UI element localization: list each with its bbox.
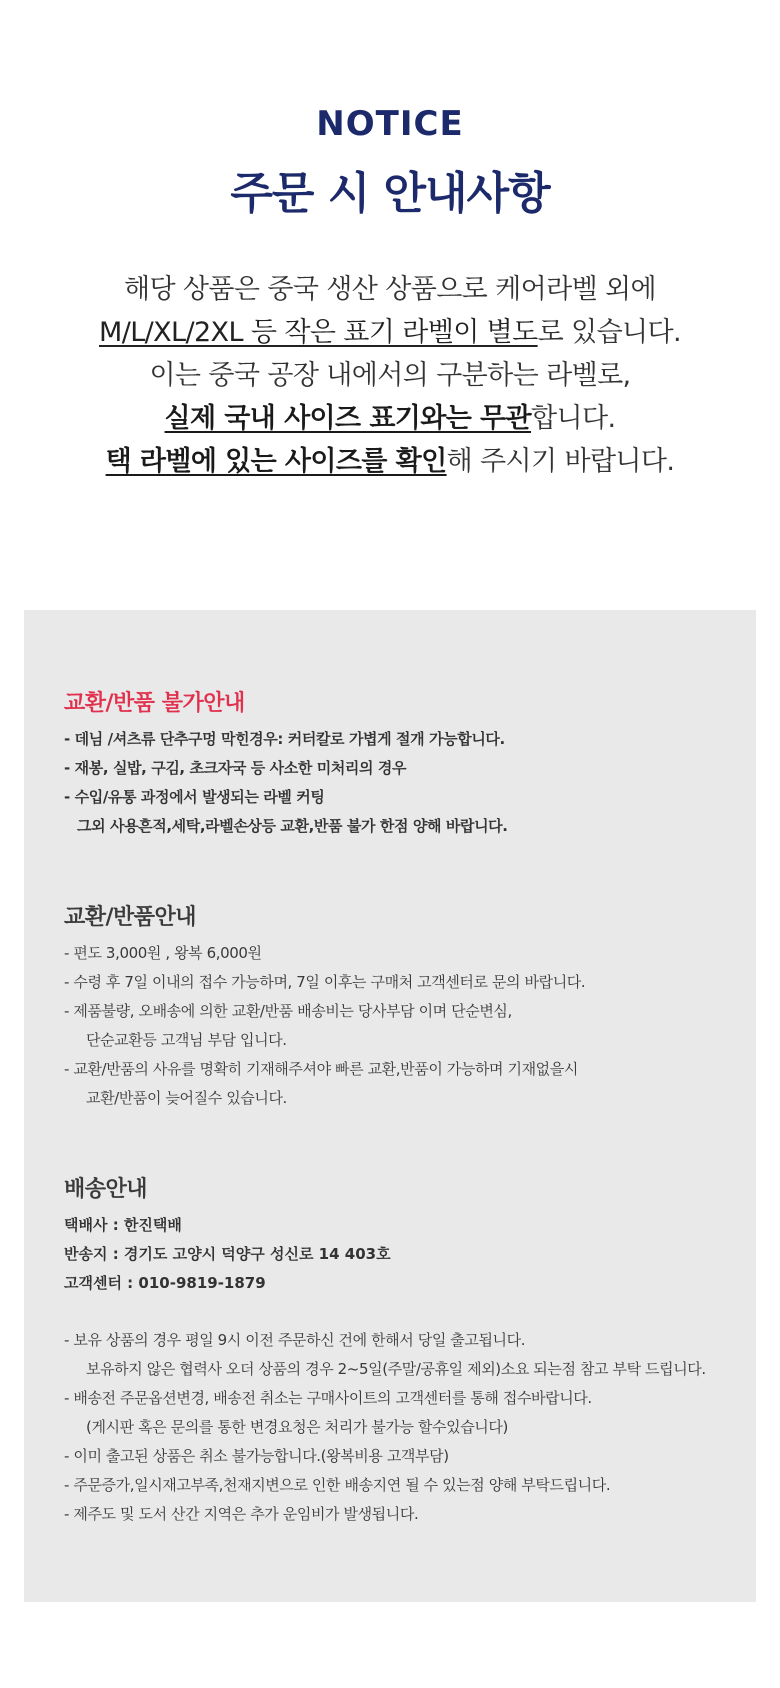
list-item: (게시판 혹은 문의를 통한 변경요청은 처리가 불가능 할수있습니다)	[86, 1418, 508, 1436]
list-item: - 이미 출고된 상품은 취소 불가능합니다.(왕복비용 고객부담)	[64, 1447, 449, 1465]
list-item: 교환/반품이 늦어질수 있습니다.	[86, 1089, 287, 1107]
list-item: 단순교환등 고객님 부담 입니다.	[86, 1031, 287, 1049]
intro-line-1: 해당 상품은 중국 생산 상품으로 케어라벨 외에	[123, 274, 657, 305]
info-box	[24, 610, 756, 1602]
intro-line-4	[0, 397, 780, 440]
notice-label: NOTICE	[316, 104, 464, 144]
intro-line-4-rest: 합니다.	[531, 403, 616, 434]
no-exchange-list	[64, 725, 736, 841]
exchange-title: 교환/반품안내	[64, 905, 197, 930]
list-item: - 수입/유통 과정에서 발생되는 라벨 커팅	[64, 788, 325, 806]
shipping-title: 배송안내	[64, 1177, 148, 1202]
shipping-list	[64, 1326, 736, 1529]
intro-line-4-emphasis: 실제 국내 사이즈 표기와는 무관	[164, 403, 532, 434]
exchange-list	[64, 939, 736, 1113]
no-exchange-section	[64, 686, 736, 841]
intro-line-2-underlined: M/L/XL/2XL 등 작은 표기 라벨이 별도	[99, 317, 538, 348]
list-item: - 데님 /셔츠류 단추구멍 막힌경우: 커터칼로 가볍게 절개 가능합니다.	[64, 730, 505, 748]
intro-line-2	[0, 311, 780, 354]
intro-text	[0, 268, 780, 483]
shipping-info	[64, 1211, 736, 1298]
list-item: - 수령 후 7일 이내의 접수 가능하며, 7일 이후는 구매처 고객센터로 문의 바랍니다.	[64, 973, 586, 991]
intro-line-5	[0, 440, 780, 483]
intro-line-2-rest: 로 있습니다.	[537, 317, 681, 348]
list-item: - 편도 3,000원 , 왕복 6,000원	[64, 944, 262, 962]
list-item: - 교환/반품의 사유를 명확히 기재해주셔야 빠른 교환,반품이 가능하며 기재없을시	[64, 1060, 578, 1078]
list-item: - 보유 상품의 경우 평일 9시 이전 주문하신 건에 한해서 당일 출고됩니다.	[64, 1331, 526, 1349]
list-item: - 배송전 주문옵션변경, 배송전 취소는 구매사이트의 고객센터를 통해 접수바랍니다.	[64, 1389, 592, 1407]
list-item: - 재봉, 실밥, 구김, 초크자국 등 사소한 미처리의 경우	[64, 759, 407, 777]
page-title: 주문 시 안내사항	[230, 168, 550, 219]
list-item: 그외 사용흔적,세탁,라벨손상등 교환,반품 불가 한점 양해 바랍니다.	[77, 817, 508, 835]
no-exchange-title: 교환/반품 불가안내	[64, 691, 245, 716]
intro-line-3: 이는 중국 공장 내에서의 구분하는 라벨로,	[149, 360, 631, 391]
shipping-section	[64, 1172, 736, 1529]
exchange-section	[64, 900, 736, 1113]
list-item: - 주문증가,일시재고부족,천재지변으로 인한 배송지연 될 수 있는점 양해 부탁드립니다.	[64, 1476, 611, 1494]
return-address-line: 반송지 : 경기도 고양시 덕양구 성신로 14 403호	[64, 1245, 391, 1263]
list-item: 보유하지 않은 협력사 오더 상품의 경우 2~5일(주말/공휴일 제외)소요 되는점 참고 부탁 드립니다.	[86, 1360, 706, 1378]
customer-center-line: 고객센터 : 010-9819-1879	[64, 1274, 266, 1292]
list-item: - 제주도 및 도서 산간 지역은 추가 운임비가 발생됩니다.	[64, 1505, 419, 1523]
intro-line-5-emphasis: 택 라벨에 있는 사이즈를 확인	[105, 446, 447, 477]
intro-line-5-rest: 해 주시기 바랍니다.	[446, 446, 675, 477]
list-item: - 제품불량, 오배송에 의한 교환/반품 배송비는 당사부담 이며 단순변심,	[64, 1002, 512, 1020]
courier-line: 택배사 : 한진택배	[64, 1216, 182, 1234]
